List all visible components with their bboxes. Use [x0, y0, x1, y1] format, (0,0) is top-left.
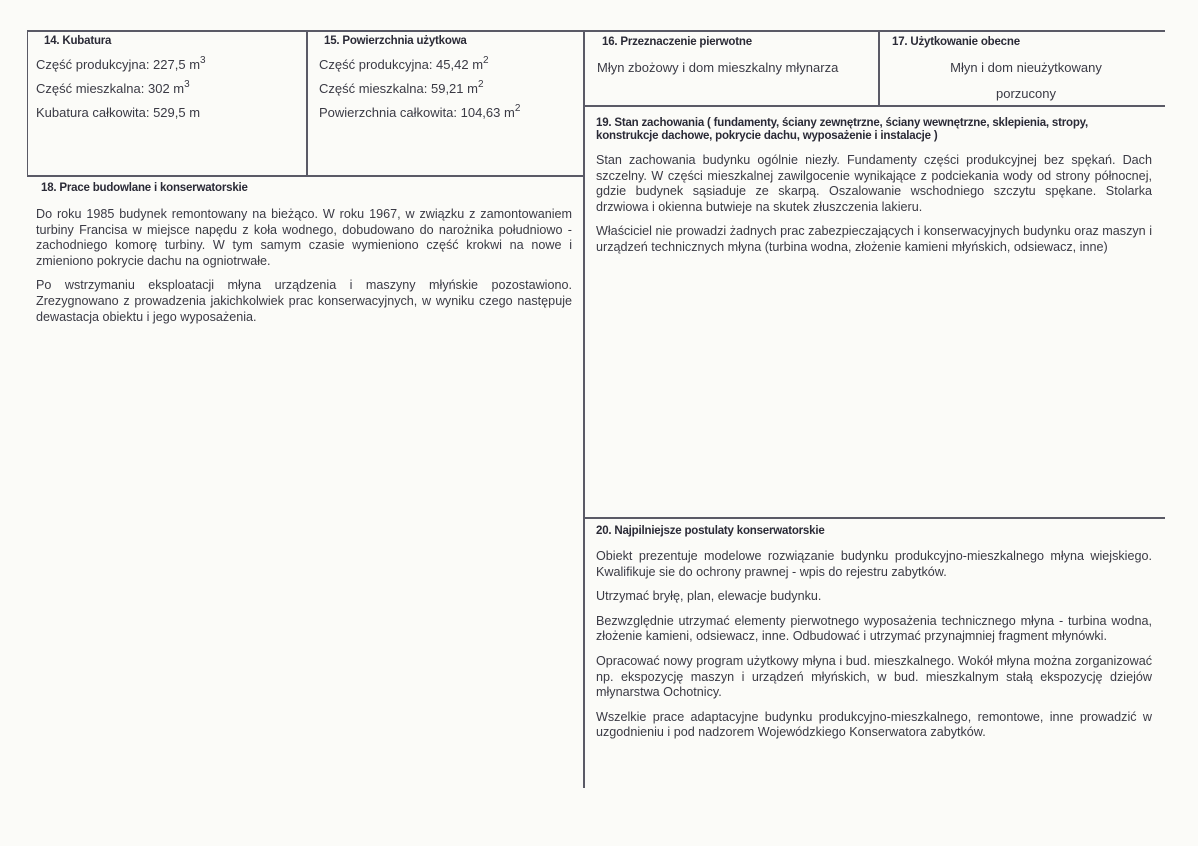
uzytkowanie-value-line2: porzucony	[996, 86, 1056, 101]
section-18-title: 18. Prace budowlane i konserwatorskie	[41, 182, 248, 194]
section-17-title: 17. Użytkowanie obecne	[892, 36, 1020, 48]
section-20-paragraph: Wszelkie prace adaptacyjne budynku produkcyjno-mieszkalnego, remontowe, inne prowadzić w uzgodnieniu i pod nadzorem Wojewódzkiego Konserwatora zabytków.	[596, 709, 1152, 740]
divider-16-17	[878, 30, 880, 106]
section-19-paragraph: Właściciel nie prowadzi żadnych prac zabezpieczających i konserwacyjnych budynku oraz maszyn i urządzeń technicznych młyna (turbina wodna, złożenie kamieni młyńskich, odsiewacz, inne)	[596, 224, 1152, 254]
section-20-title: 20. Najpilniejsze postulaty konserwatorskie	[596, 525, 825, 537]
section-19-title: 19. Stan zachowania ( fundamenty, ściany zewnętrzne, ściany wewnętrzne, sklepienia, stropy, konstrukcje dachowe, pokrycie dachu, wyposażenie i instalacje )	[596, 117, 1089, 142]
top-border-line	[27, 30, 1165, 32]
section-14-title: 14. Kubatura	[44, 35, 112, 47]
section-19-stan-zachowania	[596, 110, 1152, 510]
kubatura-calkowita: Kubatura całkowita: 529,5 m	[36, 105, 201, 120]
section-15-powierzchnia	[319, 33, 581, 173]
powierzchnia-mieszkalna: Część mieszkalna: 59,21 $m^2$	[319, 79, 484, 96]
divider-left-right	[583, 30, 585, 788]
section-16-title: 16. Przeznaczenie pierwotne	[602, 36, 752, 48]
left-border-line	[27, 30, 28, 176]
section-20-paragraph: Bezwzględnie utrzymać elementy pierwotnego wyposażenia technicznego młyna - turbina wodna, złożenie kamieni, odsiewacz, inne. Odbudować i utrzymać przynajmniej fragment młynówki.	[596, 613, 1152, 644]
section-14-kubatura	[36, 33, 302, 173]
powierzchnia-produkcyjna: Część produkcyjna: 45,42 $m^2$	[319, 55, 489, 72]
divider-above-20	[583, 517, 1165, 519]
section-20-paragraph: Utrzymać bryłę, plan, elewacje budynku.	[596, 589, 822, 604]
section-19-paragraph: Stan zachowania budynku ogólnie niezły. Fundamenty części produkcyjnej bez spękań. Dach szczelny. W części mieszkalnej zawilgocenie wynikające z podciekania wody od strony północnej, gdzie budynek sąsiaduje ze skarpą. Oszalowanie wschodniego szczytu spękane. Stolarka drzwiowa i okienna butwieje na skutek złuszczenia lakieru.	[596, 153, 1152, 214]
section-18-paragraph: Do roku 1985 budynek remontowany na bieżąco. W roku 1967, w związku z zamontowaniem turbiny Francisa w miejsce napędu z koła wodnego, dobudowano do narożnika południowo - zachodniego komorę turbiny. W tym samym czasie wymieniono część krokwi na nowe i zmieniono pokrycie dachu na ogniotrwałe.	[36, 207, 572, 268]
section-20-paragraph: Obiekt prezentuje modelowe rozwiązanie budynku produkcyjno-mieszkalnego młyna wiejskiego. Kwalifikuje sie do ochrony prawnej - wpis do rejestru zabytków.	[596, 549, 1152, 579]
divider-below-16-17	[583, 105, 1165, 107]
przeznaczenie-value: Młyn zbożowy i dom mieszkalny młynarza	[597, 60, 839, 75]
divider-14-15	[306, 30, 308, 176]
kubatura-produkcyjna: Część produkcyjna: 227,5 $m^3$	[36, 55, 206, 72]
section-16-przeznaczenie	[597, 33, 875, 103]
section-20-postulaty	[596, 521, 1152, 791]
section-20-paragraph: Opracować nowy program użytkowy młyna i bud. mieszkalnego. Wokół młyna można zorganizować np. ekspozycję maszyn i urządzeń młyńskich, w bud. mieszkalnym stałą ekspozycję dziejów młynarstwa Ochotnicy.	[596, 653, 1152, 700]
section-17-uzytkowanie	[890, 33, 1162, 103]
section-18-prace-budowlane	[36, 179, 572, 479]
section-15-title: 15. Powierzchnia użytkowa	[324, 35, 467, 47]
kubatura-mieszkalna: Część mieszkalna: 302 $m^3$	[36, 79, 190, 96]
section-18-paragraph: Po wstrzymaniu eksploatacji młyna urządzenia i maszyny młyńskie pozostawiono. Zrezygnowano z prowadzenia jakichkolwiek prac konserwacyjnych, w wyniku czego następuje dewastacja obiektu i jego wyposażenia.	[36, 278, 572, 324]
powierzchnia-calkowita: Powierzchnia całkowita: 104,63 $m^2$	[319, 103, 521, 120]
divider-below-14-15	[27, 175, 584, 177]
uzytkowanie-value-line1: Młyn i dom nieużytkowany	[950, 60, 1102, 75]
